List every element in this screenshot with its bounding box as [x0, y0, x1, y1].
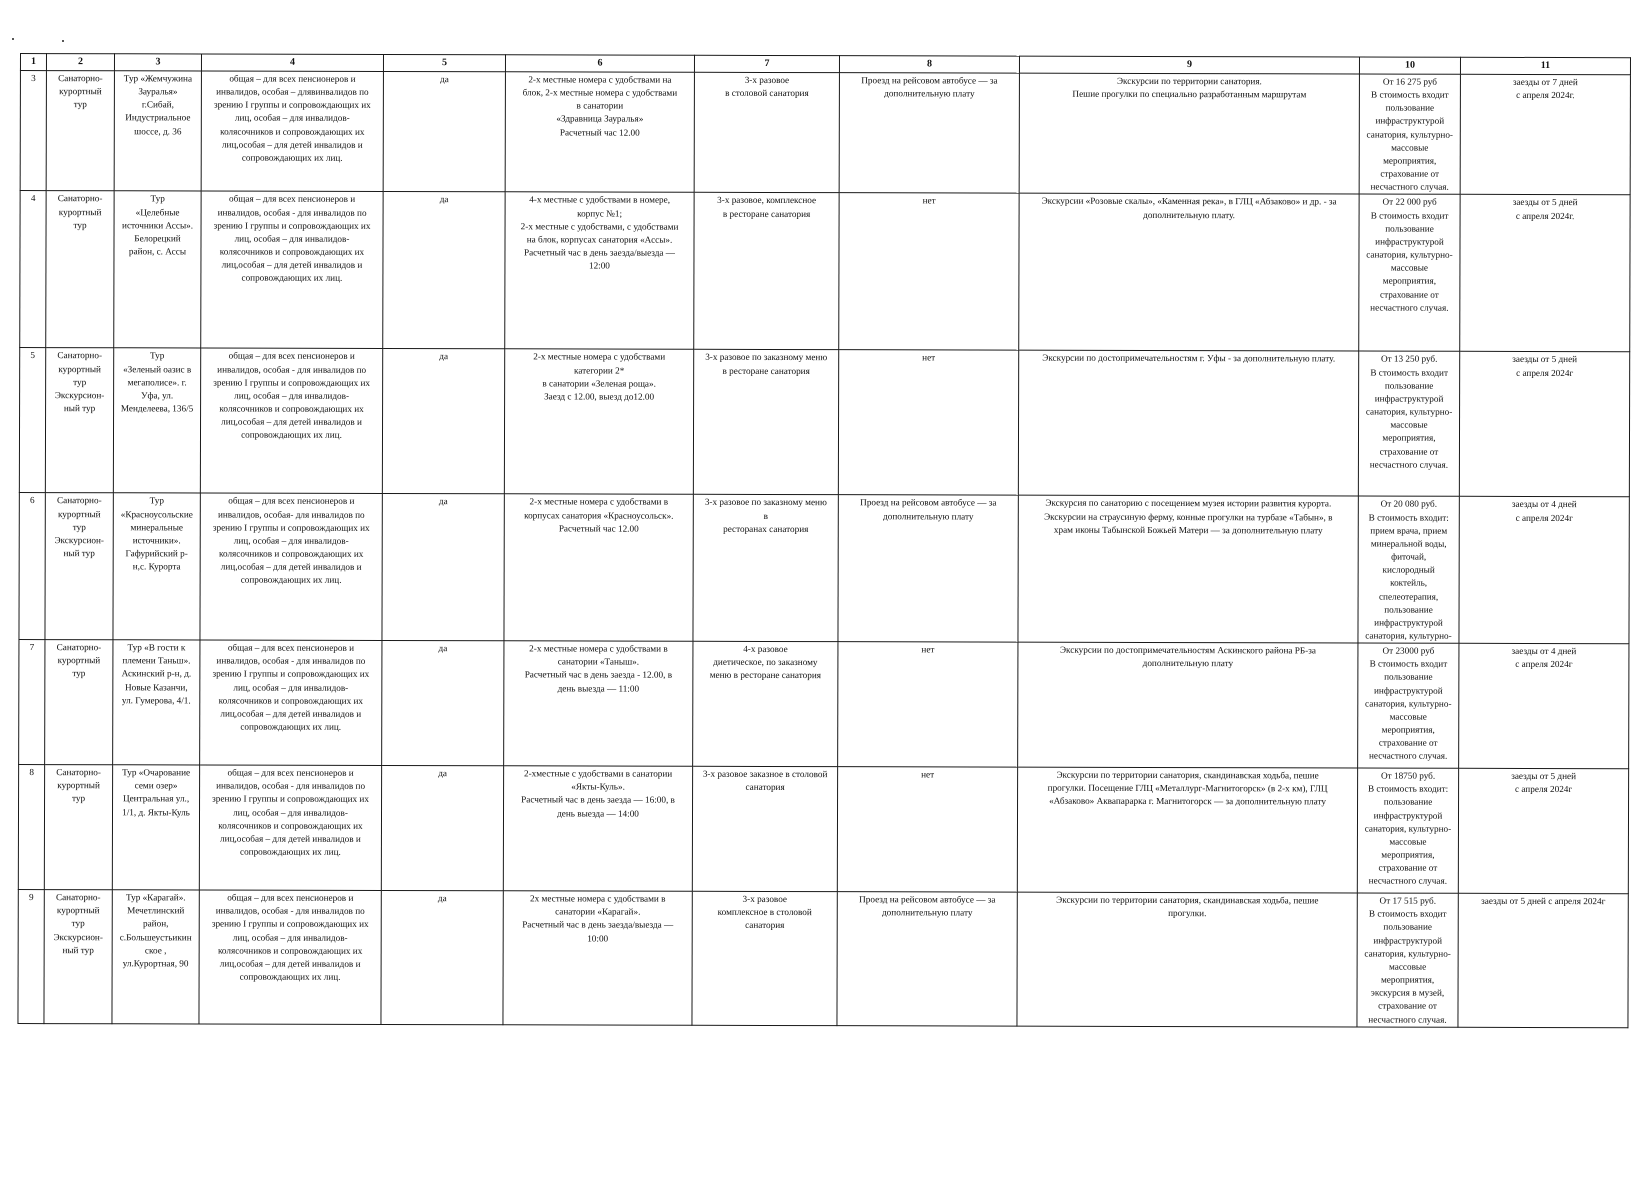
category-text: общая – для всех пенсионеров и инвалидов, особая- для инвалидов по зрению I группы и сопровождающих их лиц, особая – для инвалидов- колясочников и сопровождающих их лиц,особая – для детей инвалидов и сопровождающих их лиц. — [200, 493, 382, 640]
tours-table — [17, 53, 1631, 1028]
table-row — [20, 191, 1630, 352]
transport-text: нет — [837, 767, 1017, 892]
price-text: От 18750 руб. В стоимость входит: пользование инфраструктурой санатория, культурно- массовые мероприятия, страхование от несчастного случая. — [1357, 768, 1458, 893]
category-text: общая – для всех пенсионеров и инвалидов, особая - для инвалидов по зрению I группы и сопровождающих их лиц, особая – для инвалидов- колясочников и сопровождающих их лиц,особая – для детей инвалидов и сопровождающих их лиц. — [200, 640, 382, 765]
dates-text: заезды от 5 дней с апреля 2024г — [1458, 768, 1628, 893]
price-text: От 16 275 руб В стоимость входит пользование инфраструктурой санатория, культурно- массовые мероприятия, страхование от несчастного случая. — [1359, 74, 1460, 195]
availability-yes: да — [383, 71, 505, 192]
tour-name-address: Тур «Зеленый оазис в мегаполисе». г. Уфа, ул. Менделеева, 136/5 — [113, 348, 200, 493]
table-row — [19, 640, 1629, 769]
tour-type: Санаторно- курортный тур Экскурсион- ный тур — [45, 493, 113, 640]
column-header: 3 — [114, 54, 201, 71]
price-text: От 22 000 руб В стоимость входит пользование инфраструктурой санатория, культурно- массовые мероприятия, страхование от несчастного случая. — [1359, 194, 1460, 351]
transport-text: Проезд на рейсовом автобусе — за дополнительную плату — [839, 73, 1019, 194]
tour-type: Санаторно- курортный тур — [44, 765, 112, 890]
transport-text: нет — [838, 642, 1018, 767]
dates-text: заезды от 7 дней с апреля 2024г. — [1460, 74, 1630, 195]
column-header: 4 — [201, 54, 383, 71]
excursions-text: Экскурсии по территории санатория, скандинавская ходьба, пешие прогулки. — [1017, 892, 1357, 1027]
rooms-text: 2-х местные номера с удобствами категории 2* в санатории «Зеленая роща». Заезд с 12.00, выезд до12.00 — [504, 349, 693, 494]
price-text: От 20 080 руб. В стоимость входит: прием врача, прием минеральной воды, фиточай, кислородный коктейль, спелеотерапия, пользование инфраструктурой санатория, культурно- — [1358, 496, 1459, 643]
tour-name-address: Тур «В гости к племени Таньш». Аскинский р-н, д. Новые Казанчи, ул. Гумерова, 4/1. — [113, 640, 200, 765]
table-row — [20, 71, 1630, 196]
tour-name-address: Тур «Карагай». Мечетлинский район, с.Большеустьикин ское , ул.Курортная, 90 — [112, 890, 199, 1024]
table-row — [18, 890, 1628, 1028]
availability-yes: да — [382, 641, 504, 766]
rooms-text: 4-х местные с удобствами в номере, корпус №1; 2-х местные с удобствами, с удобствами на блок, корпусах санатория «Ассы». Расчетный час в день заезда/выезда — 12:00 — [505, 192, 694, 349]
table-row — [19, 493, 1629, 644]
category-text: общая – для всех пенсионеров и инвалидов, особая - для инвалидов по зрению I группы и сопровождающих их лиц, особая – для инвалидов- колясочников и сопровождающих их лиц,особая – для детей инвалидов и сопровождающих их лиц. — [199, 890, 381, 1024]
column-header: 1 — [20, 54, 46, 71]
excursions-text: Экскурсии по территории санатория. Пешие прогулки по специально разработанным маршрутам — [1019, 73, 1359, 194]
tour-name-address: Тур «Красноусольские минеральные источники». Гафурийский р- н,с. Курорта — [113, 493, 200, 640]
transport-text: нет — [839, 193, 1019, 350]
row-number: 3 — [20, 71, 46, 191]
dates-text: заезды от 4 дней с апреля 2024г — [1459, 643, 1629, 768]
excursions-text: Экскурсии по территории санатория, скандинавская ходьба, пешие прогулки. Посещение ГЛЦ «Металлург-Магнитогорск» (в 2-х км), ГЛЦ «Абзаково» Аквапарарка г. Магнитогорск — за дополнительную плату — [1017, 767, 1357, 893]
row-number: 8 — [18, 765, 44, 890]
rooms-text: 2-х местные номера с удобствами в санатории «Таныш». Расчетный час в день заезда - 12.00, в день выезда — 11:00 — [504, 641, 693, 766]
meals-text: 3-х разовое, комплексное в ресторане санатория — [694, 193, 839, 350]
tour-type: Санаторно- курортный тур — [45, 640, 113, 765]
tour-name-address: Тур «Целебные источники Ассы». Белорецкий район, с. Ассы — [114, 191, 201, 348]
row-number: 7 — [19, 640, 45, 765]
row-number: 9 — [18, 890, 44, 1024]
rooms-text: 2-х местные номера с удобствами в корпусах санатория «Красноусольск». Расчетный час 12.00 — [504, 494, 693, 641]
transport-text: Проезд на рейсовом автобусе — за дополнительную плату — [838, 495, 1018, 642]
table-row — [19, 348, 1629, 497]
tour-type: Санаторно- курортный тур — [46, 71, 114, 192]
column-header: 6 — [505, 55, 694, 72]
availability-yes: да — [383, 192, 505, 349]
dates-text: заезды от 5 дней с апреля 2024г — [1459, 352, 1629, 497]
column-header: 5 — [383, 54, 505, 71]
excursions-text: Экскурсии по достопримечательностям Аскинского района РБ-за дополнительную плату — [1018, 642, 1358, 768]
tour-type: Санаторно- курортный тур Экскурсион- ный тур — [44, 890, 112, 1024]
category-text: общая – для всех пенсионеров и инвалидов, особая - для инвалидов по зрению I группы и сопровождающих их лиц, особая – для инвалидов- колясочников и сопровождающих их лиц,особая – для детей инвалидов и сопровождающих их лиц. — [199, 765, 381, 890]
price-text: От 13 250 руб. В стоимость входит пользование инфраструктурой санатория, культурно- массовые мероприятия, страхование от несчастного случая. — [1358, 351, 1459, 496]
scan-speck — [62, 40, 64, 42]
column-header: 9 — [1019, 56, 1359, 74]
row-number: 6 — [19, 493, 45, 640]
table-row — [18, 765, 1628, 894]
meals-text: 3-х разовое в столовой санатория — [694, 72, 839, 193]
column-header: 8 — [839, 56, 1019, 73]
meals-text: 3-х разовое комплексное в столовой санатория — [692, 891, 837, 1025]
transport-text: Проезд на рейсовом автобусе — за дополнительную плату — [837, 892, 1017, 1026]
dates-text: заезды от 5 дней с апреля 2024г. — [1460, 195, 1630, 352]
column-header: 7 — [694, 55, 839, 72]
tour-name-address: Тур «Очарование семи озер» Центральная ул., 1/1, д. Якты-Куль — [112, 765, 199, 890]
transport-text: нет — [838, 350, 1018, 495]
category-text: общая – для всех пенсионеров и инвалидов, особая - для инвалидов по зрению I группы и сопровождающих их лиц, особая – для инвалидов- колясочников и сопровождающих их лиц,особая – для детей инвалидов и сопровождающих их лиц. — [201, 191, 383, 348]
row-number: 5 — [19, 348, 45, 493]
tour-type: Санаторно- курортный тур Экскурсион- ный тур — [45, 348, 113, 493]
excursions-text: Экскурсии по достопримечательностям г. Уфы - за дополнительную плату. — [1018, 351, 1358, 497]
excursions-text: Экскурсия по санаторию с посещением музея истории развития курорта. Экскурсии на страусиную ферму, конные прогулки на турбазе «Табын», в храм иконы Табынской Божьей Матери — за дополнительную плату — [1018, 496, 1358, 644]
scan-speck — [12, 38, 14, 40]
category-text: общая – для всех пенсионеров и инвалидов, особая – длявинвалидов по зрению I группы и сопровождающих их лиц, особая – для инвалидов- колясочников и сопровождающих их лиц,особая – для детей инвалидов и сопровождающих их лиц. — [201, 71, 383, 192]
column-header: 2 — [46, 54, 114, 71]
price-text: От 17 515 руб. В стоимость входит пользование инфраструктурой санатория, культурно- массовые мероприятия, экскурсия в музей, страхование от несчастного случая. — [1357, 893, 1458, 1027]
meals-text: 3-х разовое заказное в столовой санатория — [692, 766, 837, 891]
dates-text: заезды от 4 дней с апреля 2024г — [1459, 497, 1629, 644]
rooms-text: 2х местные номера с удобствами в санатории «Карагай». Расчетный час в день заезда/выезда — 10:00 — [503, 891, 692, 1025]
rooms-text: 2-х местные номера с удобствами на блок, 2-х местные номера с удобствами в санатории «Здравница Зауралья» Расчетный час 12.00 — [505, 72, 694, 193]
availability-yes: да — [382, 349, 504, 494]
availability-yes: да — [381, 766, 503, 891]
column-header: 10 — [1359, 57, 1460, 74]
excursions-text: Экскурсии «Розовые скалы», «Каменная река», в ГЛЦ «Абзаково» и др. - за дополнительную плату. — [1019, 194, 1359, 352]
category-text: общая – для всех пенсионеров и инвалидов, особая - для инвалидов по зрению I группы и сопровождающих их лиц, особая – для инвалидов- колясочников и сопровождающих их лиц,особая – для детей инвалидов и сопровождающих их лиц. — [200, 348, 382, 493]
column-header: 11 — [1460, 57, 1630, 74]
availability-yes: да — [382, 494, 504, 641]
meals-text: 4-х разовое диетическое, по заказному меню в ресторане санатория — [693, 641, 838, 766]
price-text: От 23000 руб В стоимость входит пользование инфраструктурой санатория, культурно- массовые мероприятия, страхование от несчастного случая. — [1358, 643, 1459, 768]
document-page — [17, 53, 1630, 1028]
meals-text: 3-х разовое по заказному меню в ресторане санатория — [693, 350, 838, 495]
availability-yes: да — [381, 891, 503, 1025]
tour-type: Санаторно- курортный тур — [46, 191, 114, 348]
row-number: 4 — [20, 191, 46, 348]
tour-name-address: Тур «Жемчужина Зауралья» г.Сибай, Индустриальное шоссе, д. 36 — [114, 71, 201, 192]
rooms-text: 2-хместные с удобствами в санатории «Якты-Куль». Расчетный час в день заезда — 16:00, в день выезда — 14:00 — [503, 766, 692, 891]
meals-text: 3-х разовое по заказному меню в ресторанах санатория — [693, 495, 838, 642]
dates-text: заезды от 5 дней с апреля 2024г — [1458, 893, 1628, 1027]
